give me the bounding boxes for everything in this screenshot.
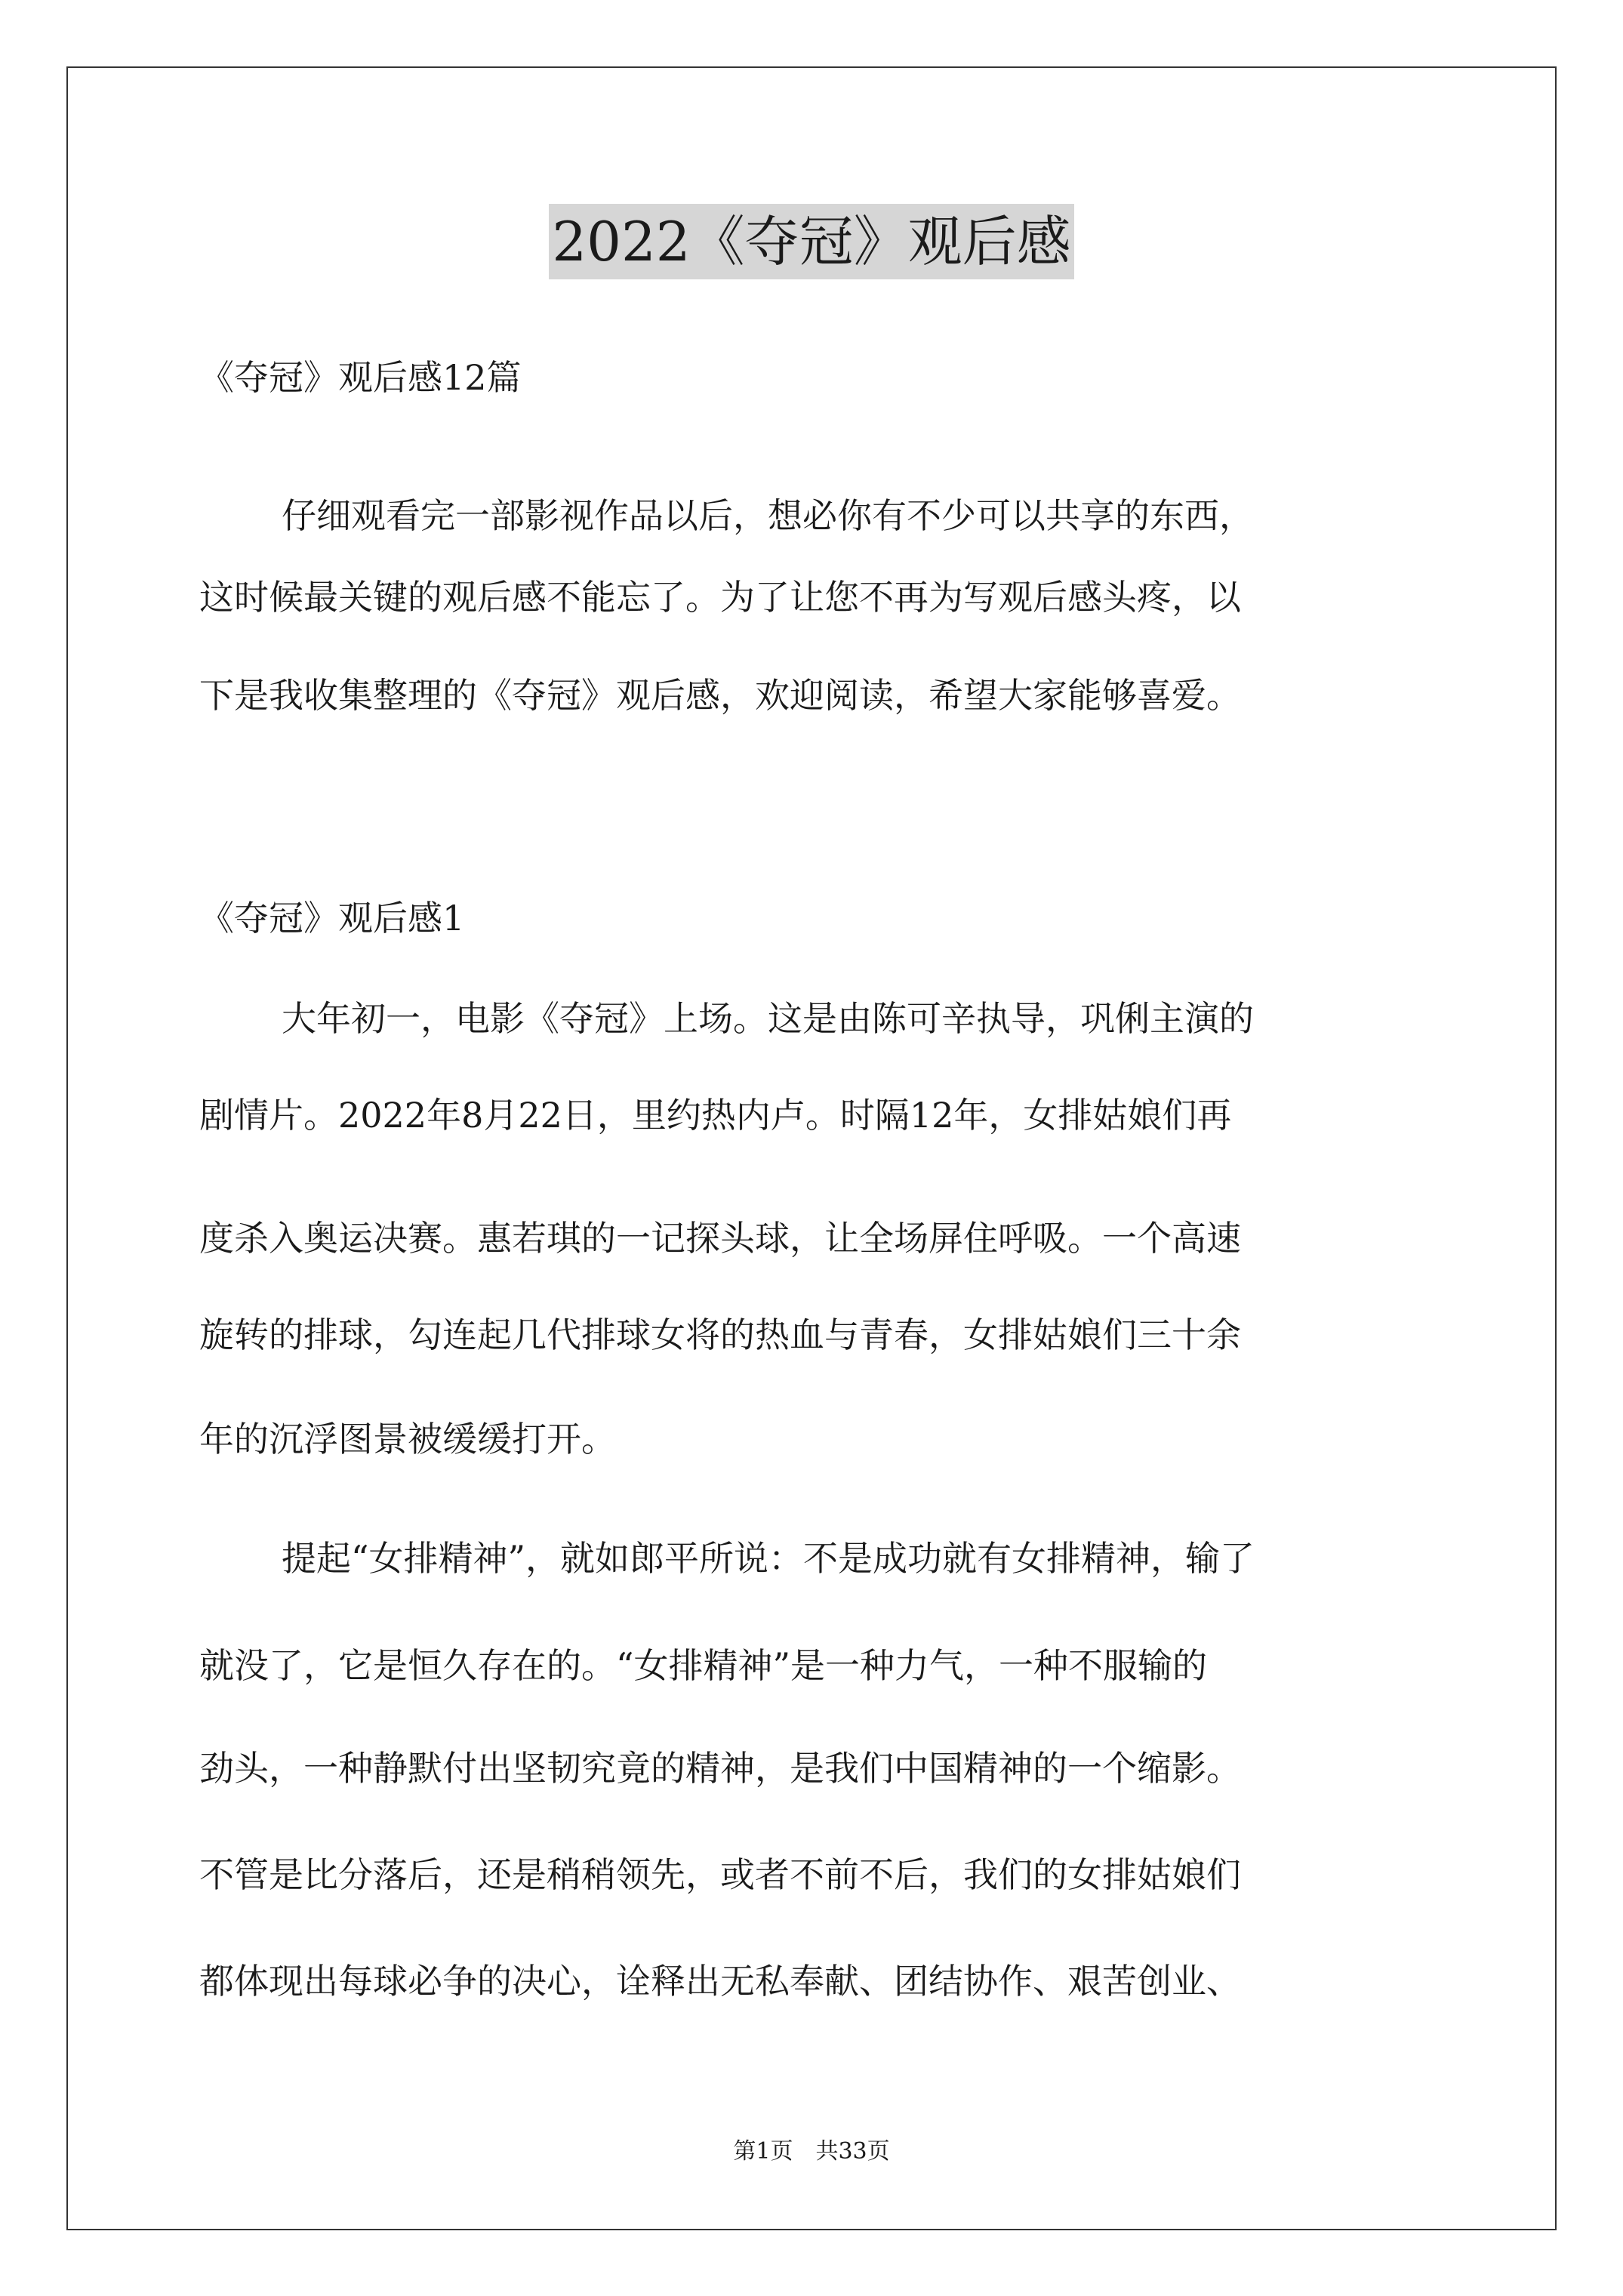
section-heading-1: 《夺冠》观后感1 [199,898,465,938]
paragraph-line: 就没了，它是恒久存在的。“女排精神”是一种力气，一种不服输的 [199,1645,1208,1686]
paragraph-line: 仔细观看完一部影视作品以后，想必你有不少可以共享的东西， [282,495,1254,536]
paragraph-line: 这时候最关键的观后感不能忘了。为了让您不再为写观后感头疼，以 [199,577,1241,618]
title-container [0,204,1623,279]
paragraph-line: 劲头，一种静默付出坚韧究竟的精神，是我们中国精神的一个缩影。 [199,1748,1241,1789]
page-footer: 第1页 共33页 [733,2138,890,2165]
paragraph-line: 都体现出每球必争的决心，诠释出无私奉献、团结协作、艰苦创业、 [199,1961,1241,2002]
section-heading-collection: 《夺冠》观后感12篇 [199,357,522,398]
paragraph-line: 度杀入奥运决赛。惠若琪的一记探头球，让全场屏住呼吸。一个高速 [199,1218,1241,1259]
paragraph-line: 提起“女排精神”，就如郎平所说：不是成功就有女排精神，输了 [282,1538,1255,1579]
paragraph-line: 剧情片。2022年8月22日，里约热内卢。时隔12年，女排姑娘们再 [199,1095,1232,1136]
paragraph-line: 大年初一，电影《夺冠》上场。这是由陈可辛执导，巩俐主演的 [282,998,1254,1039]
paragraph-line: 不管是比分落后，还是稍稍领先，或者不前不后，我们的女排姑娘们 [199,1854,1241,1895]
paragraph-line: 旋转的排球，勾连起几代排球女将的热血与青春，女排姑娘们三十余 [199,1314,1241,1355]
paragraph-line: 下是我收集整理的《夺冠》观后感，欢迎阅读，希望大家能够喜爱。 [199,675,1241,716]
paragraph-line: 年的沉浮图景被缓缓打开。 [199,1419,616,1459]
document-title: 2022《夺冠》观后感 [549,204,1073,279]
